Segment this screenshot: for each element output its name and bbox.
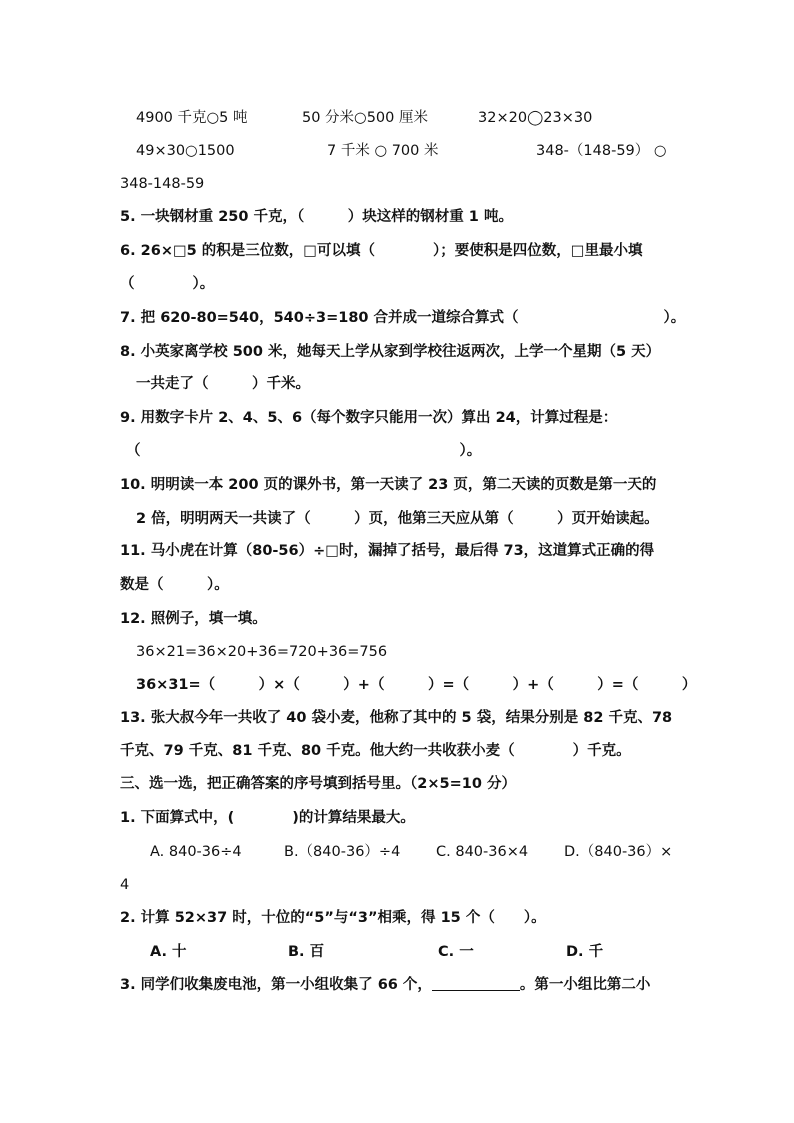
answer-blank-line [432,976,520,991]
question-12-title: 12. 照例子，填一填。 [120,611,267,627]
option-b: B.（840-36）÷4 [284,844,401,860]
question-12-task: 36×31=（ ）×（ ）+（ ）=（ ）+（ ）=（ ） [136,677,697,693]
question-12-example: 36×21=36×20+36=720+36=756 [136,644,388,660]
question-11-line-1: 11. 马小虎在计算（80-56）÷□时，漏掉了括号，最后得 73，这道算式正确的得 [120,543,655,559]
option-d: D.（840-36）× [564,844,673,860]
compare-item: 50 分米○500 厘米 [302,110,428,126]
section-3-title: 三、选一选，把正确答案的序号填到括号里。（2×5=10 分） [120,776,516,792]
option-b: B. 百 [288,944,325,960]
option-a: A. 十 [150,944,187,960]
question-7: 7. 把 620-80=540，540÷3=180 合并成一道综合算式（ ）。 [120,310,686,326]
section-3-question-1: 1. 下面算式中，( )的计算结果最大。 [120,810,415,826]
option-d-continued: 4 [120,877,130,893]
question-9-line-1: 9. 用数字卡片 2、4、5、6（每个数字只能用一次）算出 24，计算过程是： [120,410,618,426]
compare-item: 49×30○1500 [136,143,235,159]
question-3-stem-end: 。第一小组比第二小 [519,977,651,993]
question-6-line-2: （ ）。 [120,276,215,292]
compare-item: 348-（148-59） ○ [536,143,667,159]
option-d: D. 千 [566,944,604,960]
question-3-stem-start: 3. 同学们收集废电池，第一小组收集了 66 个， [120,977,432,993]
question-5: 5. 一块钢材重 250 千克，（ ）块这样的钢材重 1 吨。 [120,209,513,225]
section-3-question-2: 2. 计算 52×37 时，十位的“5”与“3”相乘，得 15 个（ ）。 [120,910,546,926]
question-10-line-2: 2 倍，明明两天一共读了（ ）页，他第三天应从第（ ）页开始读起。 [136,511,659,527]
compare-item: 32×20◯23×30 [478,110,593,126]
question-6-line-1: 6. 26×□5 的积是三位数，□可以填（ ）；要使积是四位数，□里最小填 [120,243,643,259]
option-c: C. 840-36×4 [436,844,529,860]
compare-item: 4900 千克○5 吨 [136,110,248,126]
question-8-line-2: 一共走了（ ）千米。 [136,376,310,392]
question-10-line-1: 10. 明明读一本 200 页的课外书，第一天读了 23 页，第二天读的页数是第一天的 [120,477,657,493]
compare-item-continued: 348-148-59 [120,176,205,192]
question-9-line-2: （ ）。 [126,443,482,459]
question-13-line-2: 千克、79 千克、81 千克、80 千克。他大约一共收获小麦（ ）千克。 [120,743,631,759]
compare-item: 7 千米 ○ 700 米 [327,143,439,159]
option-c: C. 一 [438,944,474,960]
option-a: A. 840-36÷4 [150,844,242,860]
question-13-line-1: 13. 张大叔今年一共收了 40 袋小麦，他称了其中的 5 袋，结果分别是 82 千克、78 [120,710,673,726]
section-3-question-3 [120,975,650,995]
question-11-line-2: 数是（ ）。 [120,577,229,593]
question-8-line-1: 8. 小英家离学校 500 米，她每天上学从家到学校往返两次，上学一个星期（5 天） [120,344,661,360]
